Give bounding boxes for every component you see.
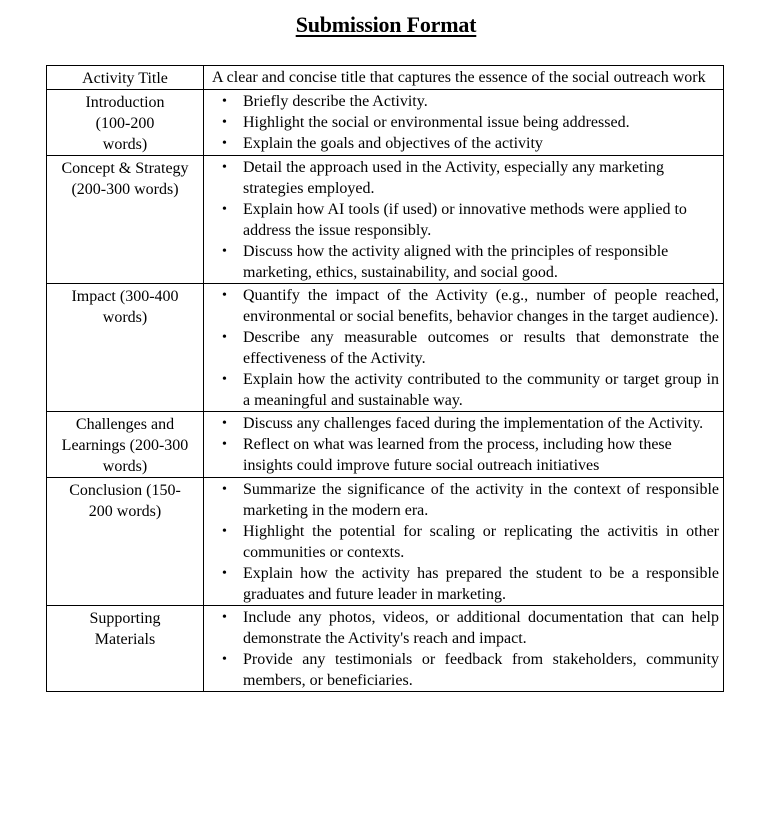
section-label: Introduction (100-200 words) xyxy=(85,94,165,153)
bullet-item xyxy=(212,479,719,521)
section-description-cell xyxy=(204,90,724,156)
bullet-icon: • xyxy=(222,288,227,303)
bullet-text: Provide any testimonials or feedback from stakeholders, community members, or beneficiaries. xyxy=(243,651,719,689)
bullet-icon: • xyxy=(222,244,227,259)
section-description-cell xyxy=(204,156,724,284)
bullet-text: Include any photos, videos, or additional documentation that can help demonstrate the Activity's reach and impact. xyxy=(243,609,719,647)
section-label-cell xyxy=(47,412,204,478)
bullet-text: Quantify the impact of the Activity (e.g., number of people reached, environmental or social benefits, behavior changes in the target audience). xyxy=(243,287,719,325)
bullet-text: Discuss any challenges faced during the implementation of the Activity. xyxy=(243,415,704,432)
bullet-icon: • xyxy=(222,160,227,175)
table-row xyxy=(47,284,724,412)
bullet-text: Explain how the activity contributed to the community or target group in a meaningful and sustainable way. xyxy=(243,371,719,409)
bullet-text: Explain the goals and objectives of the activity xyxy=(243,135,543,152)
bullet-list xyxy=(212,607,719,691)
bullet-item xyxy=(212,649,719,691)
bullet-item xyxy=(212,413,719,434)
table-row xyxy=(47,606,724,692)
table-row xyxy=(47,90,724,156)
bullet-text: Highlight the social or environmental issue being addressed. xyxy=(243,114,630,131)
section-description-cell xyxy=(204,412,724,478)
section-label-cell xyxy=(47,156,204,284)
section-label: Impact (300-400 words) xyxy=(71,288,179,326)
bullet-list xyxy=(212,91,719,154)
bullet-text: Briefly describe the Activity. xyxy=(243,93,428,110)
bullet-item xyxy=(212,369,719,411)
table-row xyxy=(47,412,724,478)
bullet-item xyxy=(212,434,719,476)
bullet-list xyxy=(212,157,719,283)
bullet-text: Describe any measurable outcomes or results that demonstrate the effectiveness of the Activity. xyxy=(243,329,719,367)
section-label-cell xyxy=(47,478,204,606)
table-row xyxy=(47,478,724,606)
bullet-item xyxy=(212,285,719,327)
bullet-item xyxy=(212,91,719,112)
section-label: Conclusion (150-200 words) xyxy=(69,482,181,520)
bullet-item xyxy=(212,327,719,369)
bullet-icon: • xyxy=(222,202,227,217)
section-description-cell xyxy=(204,66,724,90)
page-title: Submission Format xyxy=(295,12,477,37)
bullet-text: Reflect on what was learned from the process, including how these insights could improve future social outreach initiatives xyxy=(243,436,672,474)
bullet-item xyxy=(212,607,719,649)
bullet-text: Explain how AI tools (if used) or innovative methods were applied to address the issue responsibly. xyxy=(243,201,687,239)
table-row xyxy=(47,66,724,90)
bullet-icon: • xyxy=(222,482,227,497)
table-row xyxy=(47,156,724,284)
bullet-icon: • xyxy=(222,437,227,452)
bullet-item xyxy=(212,521,719,563)
bullet-item xyxy=(212,199,719,241)
section-description-cell xyxy=(204,606,724,692)
section-label: Supporting Materials xyxy=(89,610,161,648)
bullet-icon: • xyxy=(222,610,227,625)
bullet-item xyxy=(212,133,719,154)
section-label: Concept & Strategy (200-300 words) xyxy=(61,160,189,198)
bullet-item xyxy=(212,563,719,605)
bullet-list xyxy=(212,285,719,411)
bullet-list xyxy=(212,479,719,605)
bullet-icon: • xyxy=(222,330,227,345)
bullet-text: Explain how the activity has prepared the student to be a responsible graduates and future leader in marketing. xyxy=(243,565,719,603)
bullet-icon: • xyxy=(222,524,227,539)
bullet-icon: • xyxy=(222,94,227,109)
section-label-cell xyxy=(47,90,204,156)
bullet-text: Highlight the potential for scaling or replicating the activitis in other communities or contexts. xyxy=(243,523,719,561)
section-description: A clear and concise title that captures the essence of the social outreach work xyxy=(212,69,706,86)
bullet-icon: • xyxy=(222,136,227,151)
section-label: Activity Title xyxy=(82,70,168,87)
bullet-icon: • xyxy=(222,566,227,581)
bullet-item xyxy=(212,241,719,283)
bullet-icon: • xyxy=(222,115,227,130)
section-description-cell xyxy=(204,478,724,606)
bullet-icon: • xyxy=(222,372,227,387)
table-body xyxy=(47,66,724,692)
section-description-cell xyxy=(204,284,724,412)
bullet-icon: • xyxy=(222,416,227,431)
bullet-item xyxy=(212,112,719,133)
section-label-cell xyxy=(47,66,204,90)
submission-format-table xyxy=(46,65,724,692)
bullet-item xyxy=(212,157,719,199)
bullet-icon: • xyxy=(222,652,227,667)
bullet-text: Discuss how the activity aligned with the principles of responsible marketing, ethics, sustainability, and social good. xyxy=(243,243,669,281)
section-label-cell xyxy=(47,284,204,412)
section-label: Challenges and Learnings (200-300 words) xyxy=(61,416,189,475)
section-label-cell xyxy=(47,606,204,692)
bullet-text: Detail the approach used in the Activity, especially any marketing strategies employed. xyxy=(243,159,665,197)
bullet-text: Summarize the significance of the activity in the context of responsible marketing in the modern era. xyxy=(243,481,719,519)
bullet-list xyxy=(212,413,719,476)
